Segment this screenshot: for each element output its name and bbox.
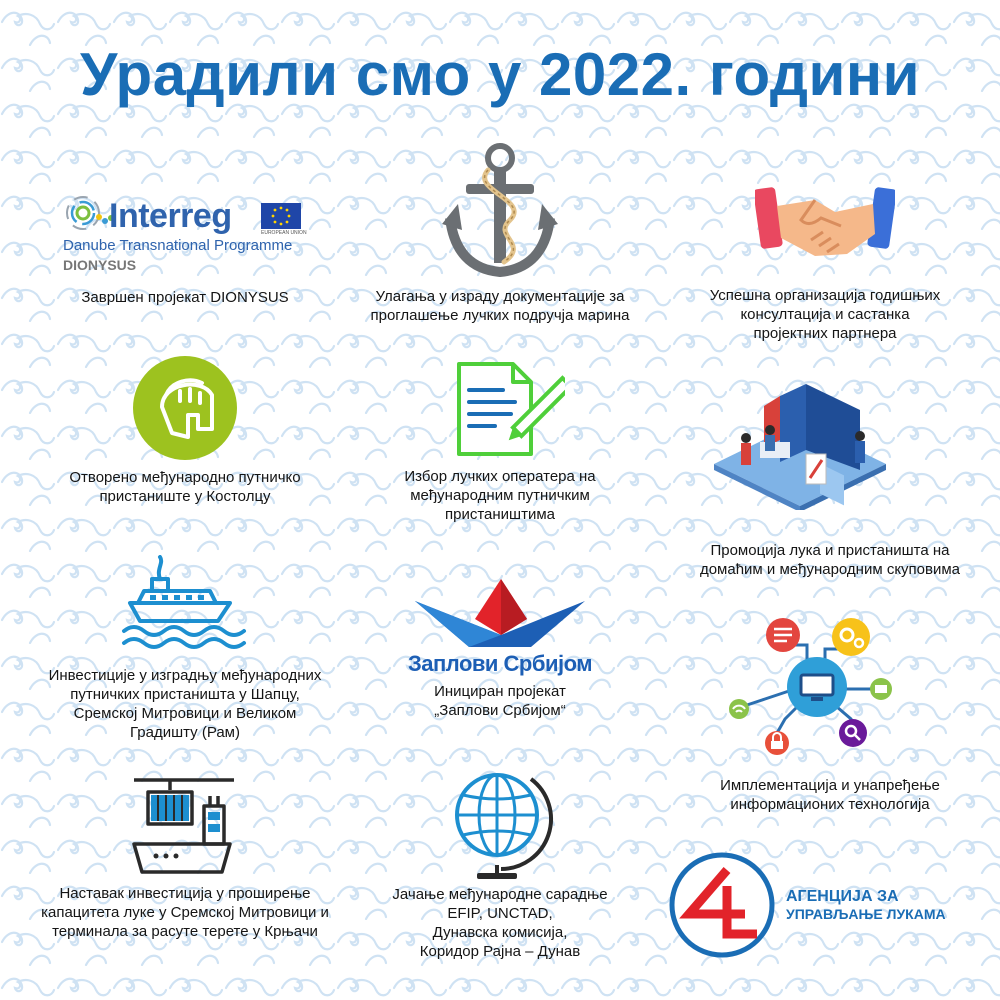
item-zaplovi-srbijom	[360, 575, 640, 725]
agency-name-line2: УПРАВЉАЊЕ ЛУКАМА	[786, 906, 946, 922]
handshake-icon	[755, 182, 895, 262]
caption-6: Промоција лука и пристаништа на домаћим и међународним скуповима	[699, 542, 961, 578]
cruise-ship-icon	[120, 555, 250, 655]
container-crane-icon	[130, 772, 240, 882]
it-network-icon	[725, 615, 905, 755]
item-information-technology	[685, 615, 975, 815]
caption-2: Улагања у израду документације за проглашење лучких подручја марина	[370, 288, 630, 324]
interreg-name: Interreg	[109, 197, 232, 235]
caption-7: Инвестиције у изградњу међународних путничких пристаништа у Шапцу, Сремској Митровици и Великом Градишту (Рам)	[48, 667, 322, 741]
caption-9: Имплементација и унапређење информационих технологија	[720, 777, 940, 813]
exhibition-booth-icon	[710, 380, 890, 510]
item-dionysus	[55, 185, 315, 325]
anchor-icon	[430, 140, 570, 280]
item-pier-investments	[30, 555, 340, 750]
item-marina-documentation	[335, 140, 665, 330]
item-partner-meetings	[685, 180, 965, 345]
item-international-cooperation	[360, 765, 640, 965]
interreg-logo	[55, 185, 315, 280]
caption-5: Избор лучких оператера на међународним путничким пристаништима	[404, 468, 596, 523]
eu-label: EUROPEAN UNION	[261, 230, 307, 236]
roman-helmet-icon	[132, 355, 238, 461]
item-port-operators	[360, 360, 640, 525]
zaplovi-logo-text: Заплови Србијом	[407, 651, 593, 676]
caption-10: Наставак инвестиција у проширење капацитета луке у Сремској Митровици и терминала за расуте терете у Крњачи	[41, 885, 329, 940]
document-pen-icon	[455, 360, 565, 460]
caption-8: Инициран пројекат „Заплови Србијом“	[434, 683, 566, 719]
page-title: Урадили смо у 2022. години	[80, 41, 920, 108]
caption-1: Завршен пројекат DIONYSUS	[81, 289, 289, 306]
item-port-capacity	[30, 770, 340, 945]
interreg-project: DIONYSUS	[63, 257, 137, 273]
caption-4: Отворено међународно путничко пристаниште у Костолцу	[69, 469, 301, 505]
caption-11: Јачање међународне сарадње EFIP, UNCTAD, Дунавска комисија, Коридор Рајна – Дунав	[392, 886, 608, 960]
interreg-program: Danube Transnational Programme	[63, 237, 293, 254]
item-promotion	[680, 380, 980, 580]
item-kostolac-pier	[45, 355, 325, 505]
eu-flag-icon	[261, 203, 301, 231]
agency-emblem-icon	[667, 850, 777, 960]
agency-name-line1: АГЕНЦИЈА ЗА	[786, 888, 899, 905]
paper-boat-logo	[415, 579, 585, 649]
agency-logo	[665, 850, 985, 960]
caption-3: Успешна организација годишњих консултација и састанка пројектних партнера	[709, 287, 941, 342]
globe-icon	[445, 765, 555, 885]
